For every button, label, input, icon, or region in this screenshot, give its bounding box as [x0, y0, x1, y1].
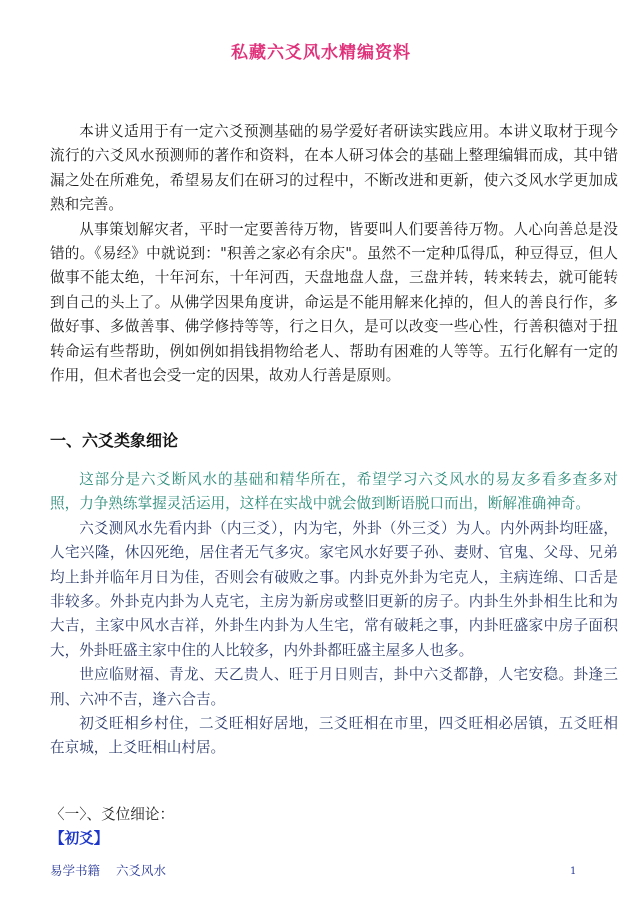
footer-topic-label: 六爻风水	[116, 863, 167, 878]
document-title: 私藏六爻风水精编资料	[231, 43, 411, 63]
section-paragraph: 六爻测风水先看内卦（内三爻），内为宅，外卦（外三爻）为人。内外两卦均旺盛，人宅兴隆，休囚死绝，居住者无气多灾。家宅风水好要子孙、妻财、官鬼、父母、兄弟均上卦并临年月日为佳，否则会有破败之事。内卦克外卦为宅克人，主病连绵、口舌是非较多。外卦克内卦为人克宅，主房为新房或整旧更新的房子。内卦生外卦相生比和为大吉，主家中风水吉祥，外卦生内卦为人生宅，常有破耗之事，内卦旺盛家中房子面积大，外卦旺盛主家中住的人比较多，内外卦都旺盛主屋多人也多。	[50, 519, 618, 659]
subsection-heading: 〈一〉、爻位细论：	[50, 806, 175, 823]
section-intro-paragraph: 这部分是六爻断风水的基础和精华所在，希望学习六爻风水的易友多看多查多对照，力争熟练掌握灵活运用，这样在实战中就会做到断语脱口而出，断解准确神奇。	[50, 471, 618, 513]
subsection-tag: 【初爻】	[50, 830, 109, 847]
section-heading: 一、六爻类象细论	[50, 431, 179, 450]
section-paragraph: 世应临财福、青龙、天乙贵人、旺于月日则吉，卦中六爻都静，人宅安稳。卦逢三刑、六冲不吉，逢六合吉。	[50, 666, 618, 708]
section-paragraph: 初爻旺相乡村住，二爻旺相好居地，三爻旺相在市里，四爻旺相必居镇，五爻旺相在京城，上爻旺相山村居。	[50, 715, 618, 757]
intro-paragraph: 从事策划解灾者，平时一定要善待万物，皆要叫人们要善待万物。人心向善总是没错的。《易经》中就说到："积善之家必有余庆"。虽然不一定种瓜得瓜，种豆得豆，但人做事不能太绝，十年河东，十年河西，天盘地盘人盘，三盘并转，转来转去，就可能转到自己的头上了。从佛学因果角度讲，命运是不能用解来化掉的，但人的善良行作，多做好事、多做善事、佛学修持等等，行之日久，是可以改变一些心性，行善积德对于扭转命运有些帮助，例如例如捐钱捐物给老人、帮助有困难的人等等。五行化解有一定的作用，但术者也会受一定的因果，故劝人行善是原则。	[50, 220, 618, 385]
footer-book-label: 易学书籍	[50, 863, 101, 878]
intro-section	[50, 120, 618, 388]
page-footer	[50, 861, 570, 879]
page-number: 1	[570, 866, 577, 877]
intro-paragraph: 本讲义适用于有一定六爻预测基础的易学爱好者研读实践应用。本讲义取材于现今流行的六爻风水预测师的著作和资料，在本人研习体会的基础上整理编辑而成，其中错漏之处在所难免，希望易友们在研习的过程中，不断改进和更新，使六爻风水学更加成熟和完善。	[50, 123, 618, 214]
section-body	[50, 468, 618, 761]
